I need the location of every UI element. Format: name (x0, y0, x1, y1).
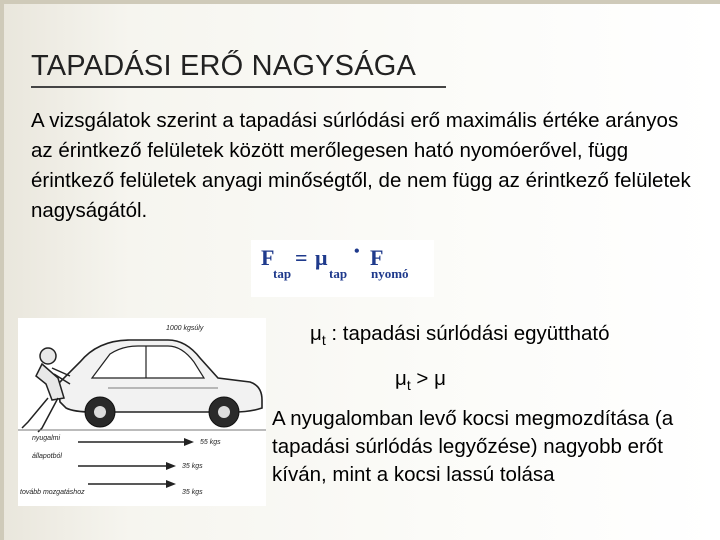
mu-inequality-rest: > μ (410, 367, 446, 390)
mu-sub: t (321, 332, 326, 349)
formula-mu-sub: tap (329, 266, 348, 281)
force-value-1: 55 kgs (200, 439, 221, 446)
mu-definition-text: : tapadási súrlódási együttható (325, 322, 610, 345)
car-push-illustration (18, 318, 266, 506)
formula-mu: μ (315, 245, 328, 270)
slide-border-left (0, 0, 4, 540)
formula-dot: • (354, 243, 360, 260)
force-value-3: 35 kgs (182, 489, 203, 496)
title-underline (31, 86, 446, 88)
formula-rhs-sub: nyomó (371, 266, 409, 281)
intro-paragraph: A vizsgálatok szerint a tapadási súrlódási erő maximális értéke arányos az érintkező felületek között merőlegesen ható nyomóerővel, függ érintkező felületek anyagi minőségtől, de nem függ az érintkező felületek nagyságától. (31, 109, 691, 222)
formula (251, 240, 434, 297)
mu-t-sub: t (406, 377, 411, 394)
formula-lhs-sub: tap (273, 266, 292, 281)
page-title: TAPADÁSI ERŐ NAGYSÁGA (31, 50, 417, 82)
mu-symbol: μ (310, 322, 322, 345)
weight-label: 1000 kgsúly (166, 325, 204, 332)
formula-rhs: F (370, 245, 384, 270)
car-push-drawing (18, 318, 266, 506)
formula-equals: = (295, 245, 308, 270)
force-value-2: 35 kgs (182, 463, 203, 470)
mu-definition (310, 322, 609, 348)
force-label-1: nyugalmi (32, 435, 61, 442)
force-label-3: tovább mozgatáshoz (20, 489, 85, 496)
explanation-paragraph: A nyugalomban levő kocsi megmozdítása (a tapadási súrlódás legyőzése) nagyobb erőt kíván, mint a kocsi lassú tolása (272, 407, 674, 486)
slide-border-top (0, 0, 720, 4)
mu-t-symbol: μ (395, 367, 407, 390)
mu-inequality (395, 367, 446, 393)
formula-lhs: F (261, 245, 275, 270)
force-label-2: állapotból (32, 453, 62, 460)
